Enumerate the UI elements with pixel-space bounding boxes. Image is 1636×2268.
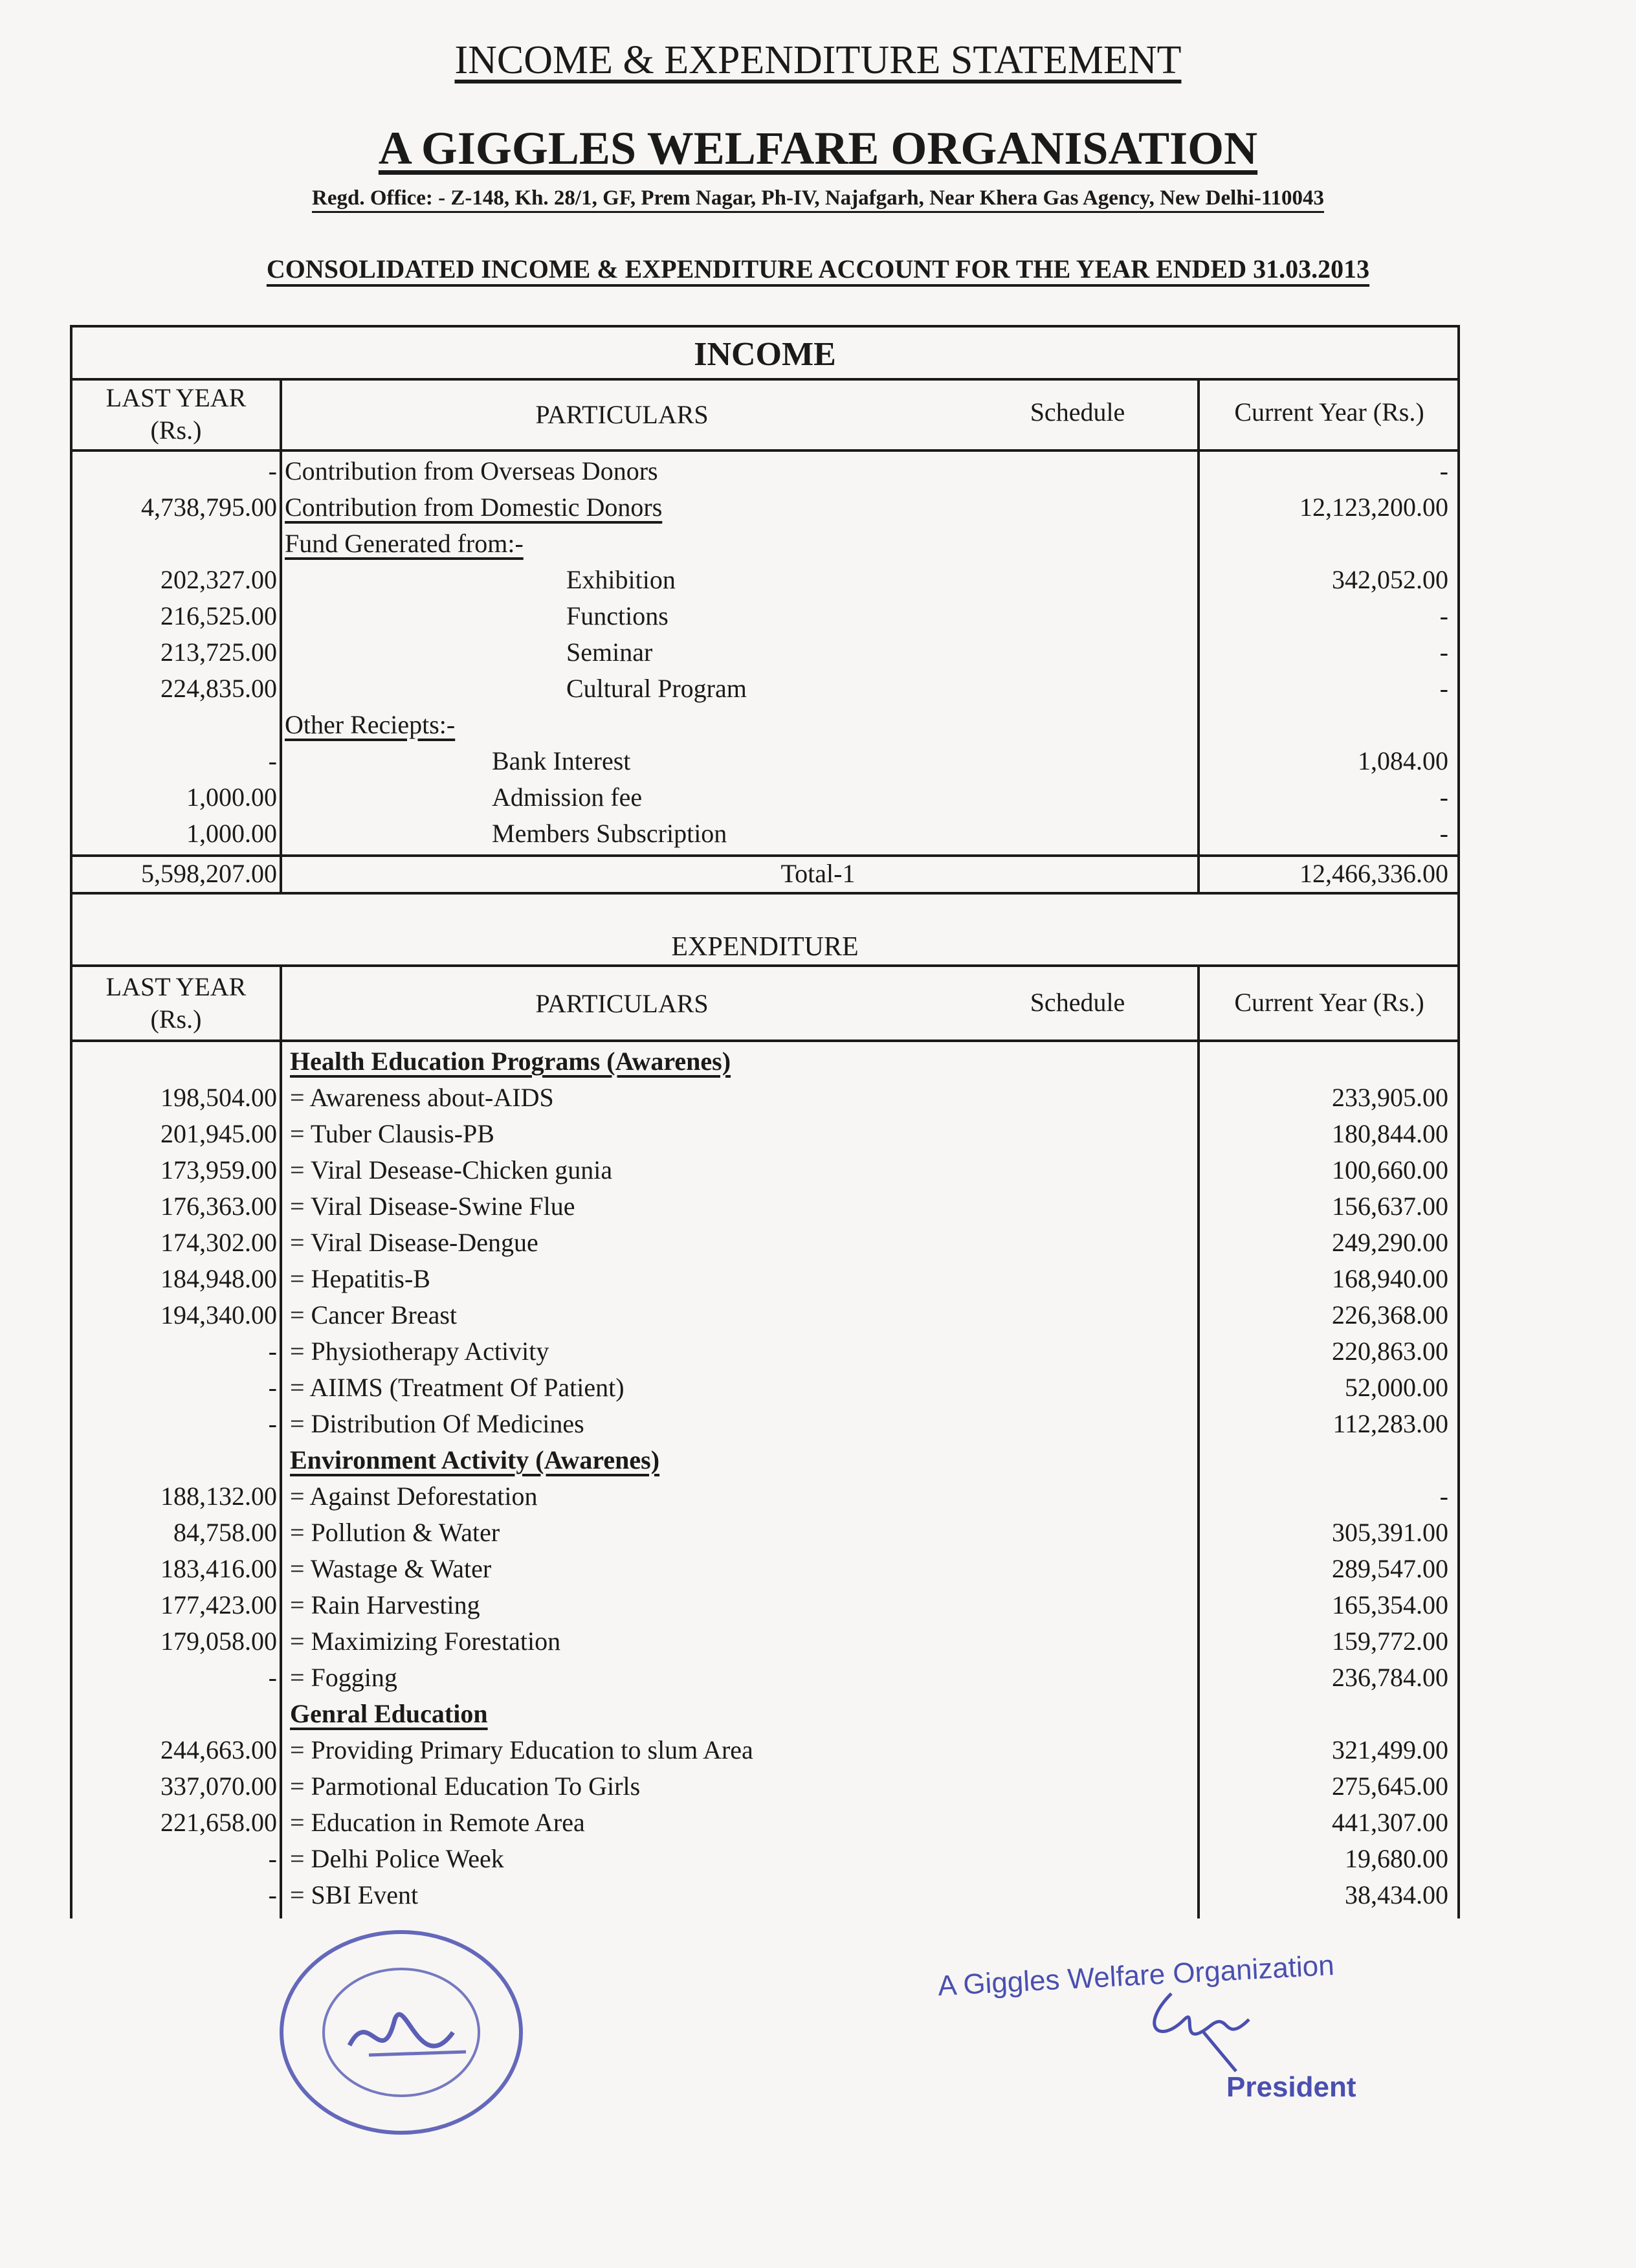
exp-section-heading: Environment Activity (Awarenes) [290,1445,660,1474]
signature-role: President [1226,2071,1356,2103]
auditor-stamp [272,1922,531,2142]
income-row: Fund Generated from:- [285,529,524,558]
exp-title: EXPENDITURE [671,932,859,962]
exp-row: 201,945.00 = Tuber Clausis-PB 180,844.00 [160,1119,1448,1148]
exp-col-particulars: PARTICULARS [535,989,709,1018]
exp-section-heading: Genral Education [290,1699,488,1728]
exp-col-last-year: LAST YEAR (Rs.) [105,972,247,1034]
income-row: 216,525.00 Functions - [160,601,1448,630]
exp-header-divider [70,1040,1460,1042]
income-row: 1,000.00 Admission fee - [186,783,1448,812]
exp-row: 221,658.00 = Education in Remote Area 441,307.00 [160,1808,1448,1837]
income-row: - Bank Interest 1,084.00 [268,746,1448,775]
income-row: Other Reciepts:- [285,710,456,739]
income-row: 213,725.00 Seminar - [160,638,1448,667]
income-title: INCOME [694,336,836,373]
exp-row: 198,504.00 = Awareness about-AIDS 233,905.00 [160,1083,1448,1112]
exp-title-divider [70,964,1460,967]
exp-row: - = Fogging 236,784.00 [268,1663,1448,1692]
exp-row: 194,340.00 = Cancer Breast 226,368.00 [160,1300,1448,1329]
exp-row: 184,948.00 = Hepatitis-B 168,940.00 [160,1264,1448,1293]
exp-row: - = SBI Event 38,434.00 [268,1880,1448,1909]
income-row: 202,327.00 Exhibition 342,052.00 [160,565,1448,594]
income-col-current-year: Current Year (Rs.) [1234,397,1424,427]
income-total-row: 5,598,207.00 Total-1 12,466,336.00 [141,859,1448,888]
org-name: A GIGGLES WELFARE ORGANISATION [378,122,1258,174]
exp-row: 188,132.00 = Against Deforestation - [160,1482,1448,1511]
account-title: CONSOLIDATED INCOME & EXPENDITURE ACCOUNT FOR THE YEAR ENDED 31.03.2013 [266,254,1370,284]
exp-section-heading: Health Education Programs (Awarenes) [290,1047,731,1076]
exp-row: 177,423.00 = Rain Harvesting 165,354.00 [160,1590,1448,1619]
exp-row: 174,302.00 = Viral Disease-Dengue 249,290.00 [160,1228,1448,1257]
exp-row: 337,070.00 = Parmotional Education To Girls 275,645.00 [160,1772,1448,1801]
income-header-divider [70,449,1460,452]
income-col-particulars: PARTICULARS [535,400,709,429]
exp-row: - = Physiotherapy Activity 220,863.00 [268,1337,1448,1366]
exp-row: 244,663.00 = Providing Primary Education to slum Area 321,499.00 [160,1735,1448,1764]
exp-col-schedule: Schedule [1030,988,1125,1017]
income-col-schedule: Schedule [1030,397,1125,427]
exp-col-current-year: Current Year (Rs.) [1234,988,1424,1017]
exp-row: 84,758.00 = Pollution & Water 305,391.00 [173,1518,1448,1547]
income-row: - Contribution from Overseas Donors - [268,456,1448,485]
exp-row: - = Delhi Police Week 19,680.00 [268,1844,1448,1873]
exp-row: 173,959.00 = Viral Desease-Chicken gunia 100,660.00 [160,1155,1448,1184]
signature-org: A Giggles Welfare Organization [937,1949,1335,2002]
exp-row: 183,416.00 = Wastage & Water 289,547.00 [160,1554,1448,1583]
org-address: Regd. Office: - Z-148, Kh. 28/1, GF, Prem Nagar, Ph-IV, Najafgarh, Near Khera Gas Agency, New Delhi-110043 [311,186,1325,210]
exp-row: 179,058.00 = Maximizing Forestation 159,772.00 [160,1627,1448,1656]
doc-title: INCOME & EXPENDITURE STATEMENT [454,38,1182,82]
income-col-last-year: LAST YEAR (Rs.) [105,383,247,445]
exp-row: 176,363.00 = Viral Disease-Swine Flue 156,637.00 [160,1192,1448,1221]
income-row: 4,738,795.00 Contribution from Domestic Donors 12,123,200.00 [141,493,1448,522]
income-row: 224,835.00 Cultural Program - [160,674,1448,703]
income-title-divider [70,378,1460,381]
exp-row: - = Distribution Of Medicines 112,283.00 [268,1409,1448,1438]
exp-row: - = AIIMS (Treatment Of Patient) 52,000.00 [268,1373,1448,1402]
income-row: 1,000.00 Members Subscription - [186,819,1448,848]
